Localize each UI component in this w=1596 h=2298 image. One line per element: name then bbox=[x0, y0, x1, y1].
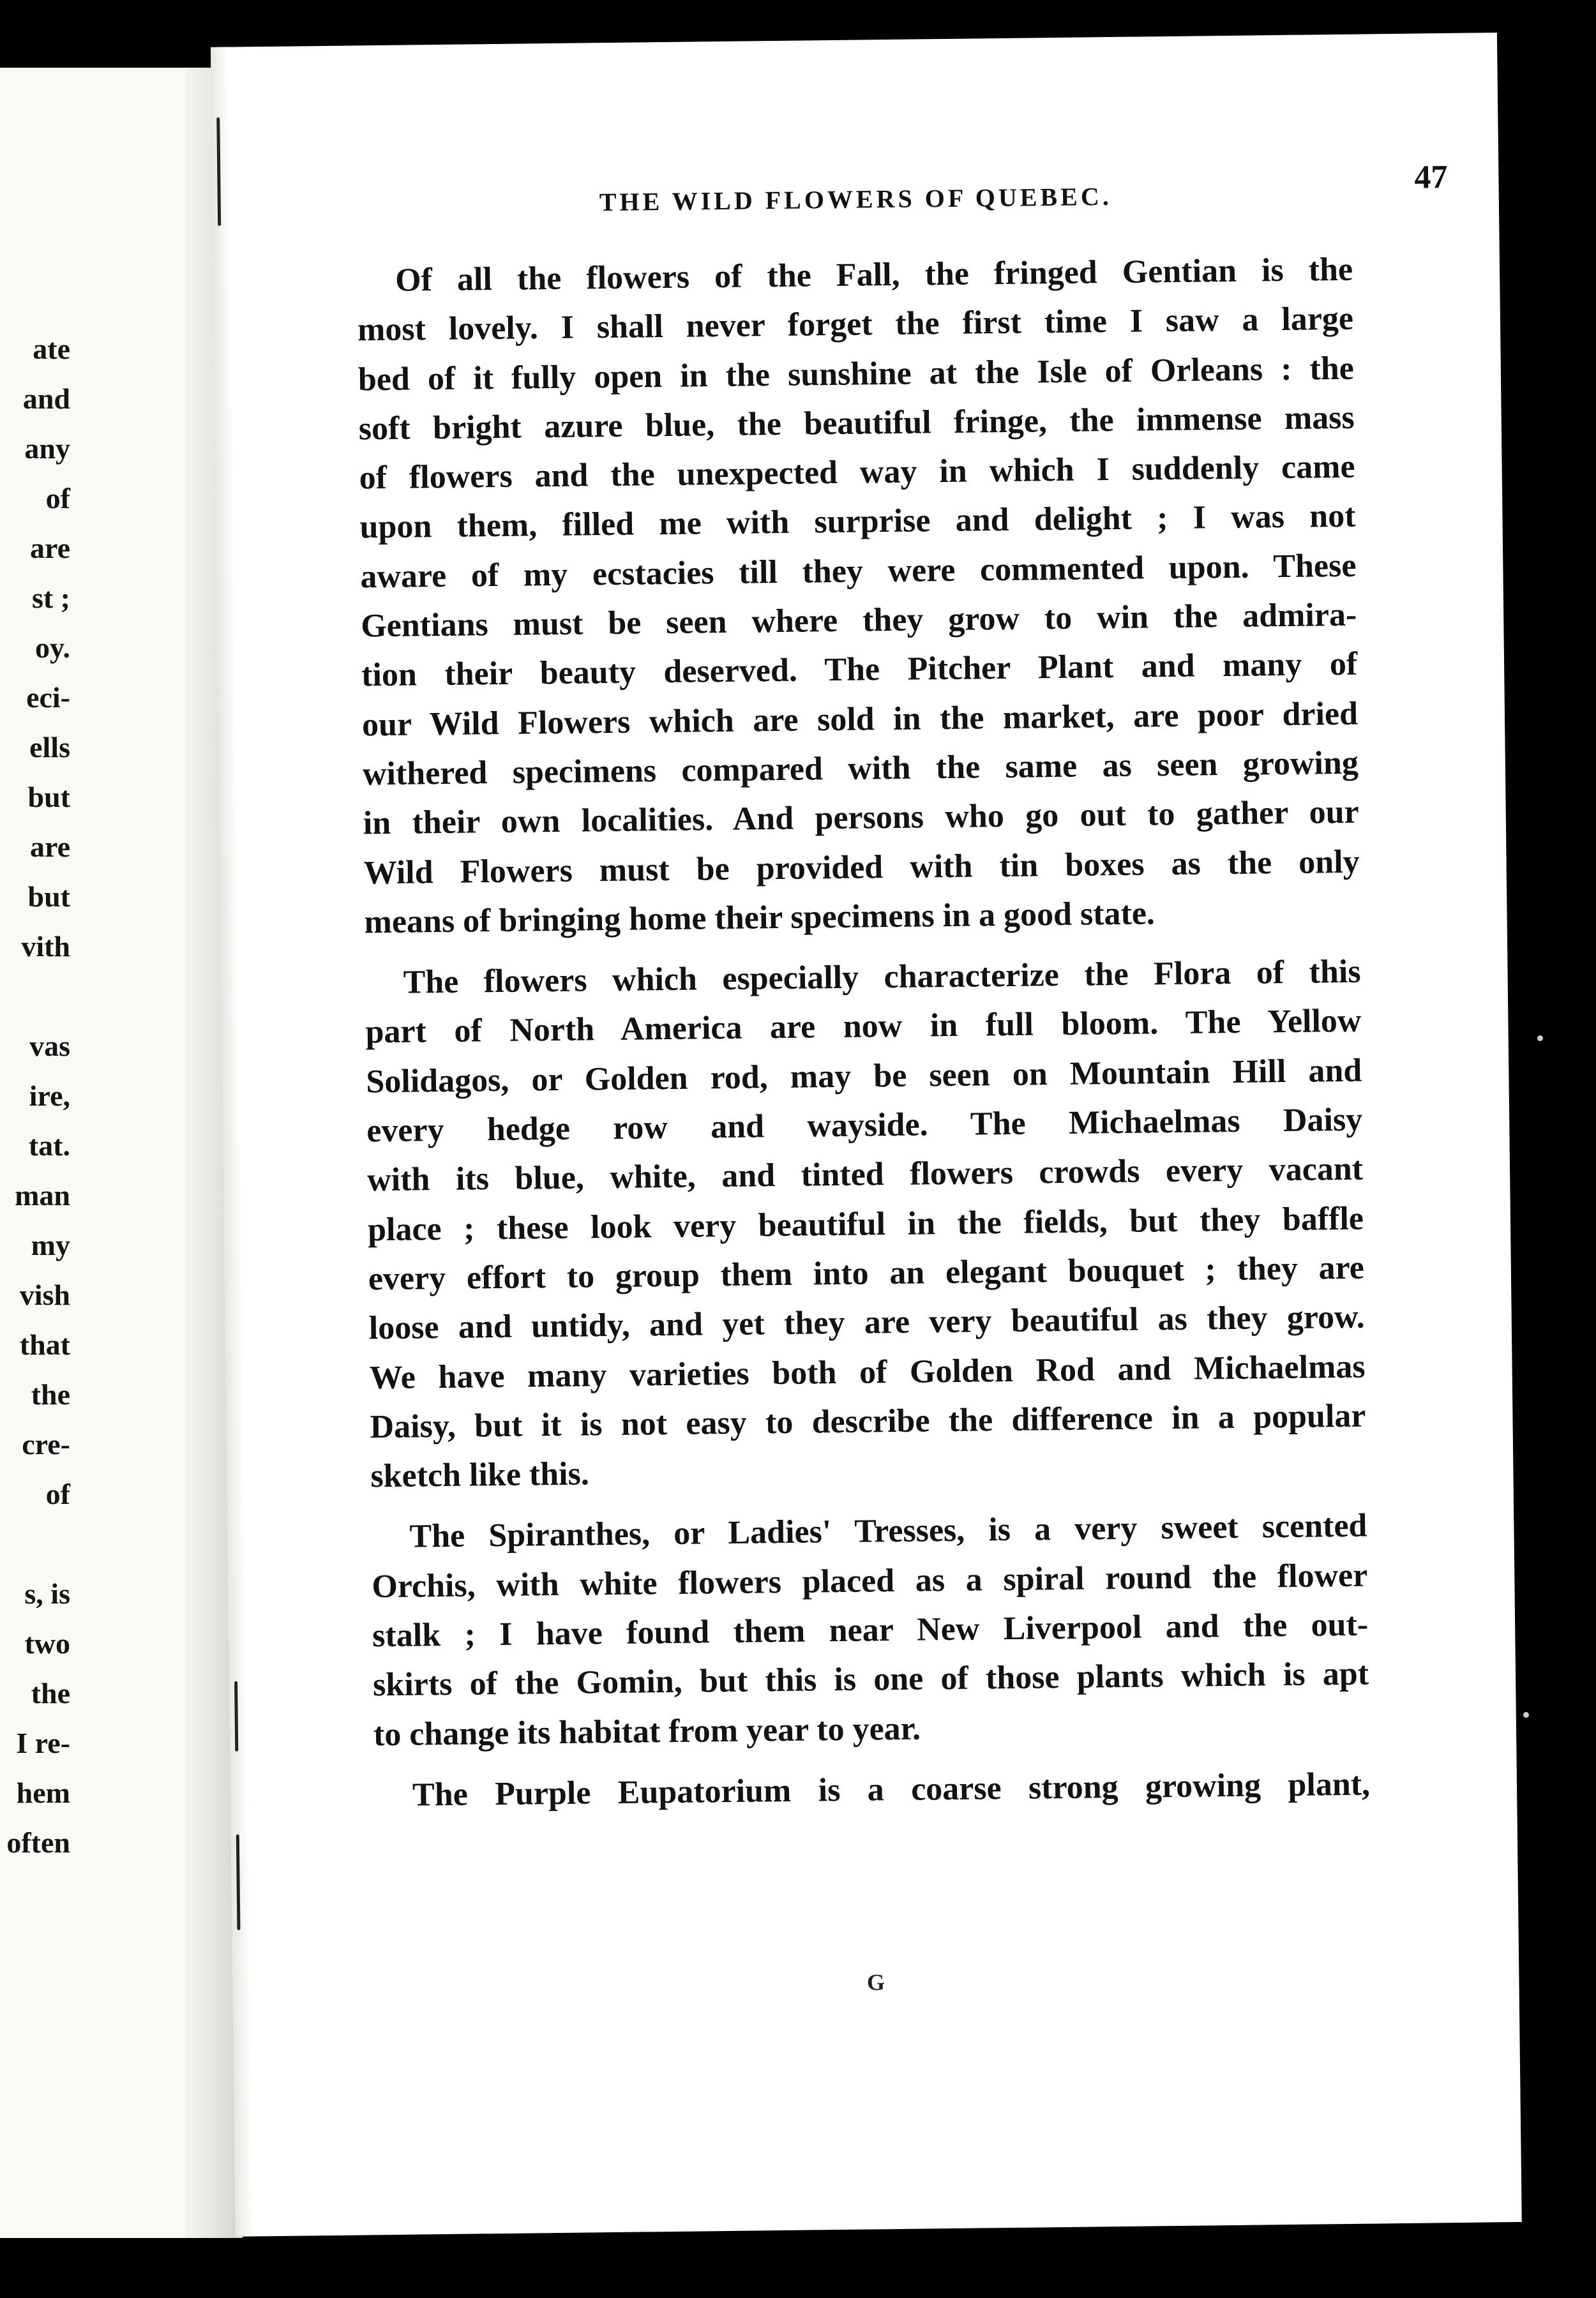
running-head: THE WILD FLOWERS OF QUEBEC. bbox=[599, 182, 1112, 217]
left-fragment: eci- bbox=[26, 681, 70, 714]
paragraph bbox=[357, 245, 1360, 947]
text-line: The Purple Eupatorium is a coarse strong growing plant, bbox=[412, 1766, 1371, 1814]
left-fragment: st ; bbox=[31, 582, 70, 614]
paragraph bbox=[371, 1501, 1369, 1759]
left-fragment: man bbox=[15, 1179, 70, 1212]
paragraph bbox=[365, 947, 1367, 1501]
text-line: in their own localities. And persons who go out to gather our bbox=[363, 793, 1360, 842]
text-line: our Wild Flowers which are sold in the market, are poor dried bbox=[361, 695, 1359, 744]
left-fragment: I re- bbox=[16, 1727, 70, 1759]
left-fragment: the bbox=[31, 1677, 70, 1709]
text-line: skirts of the Gomin, but this is one of those plants which is apt bbox=[372, 1655, 1369, 1704]
text-line: bed of it fully open in the sunshine at the Isle of Orleans : the bbox=[358, 350, 1355, 398]
left-fragment: two bbox=[24, 1627, 70, 1660]
text-line: Orchis, with white flowers placed as a spiral round the flower bbox=[372, 1557, 1368, 1605]
text-line: Of all the flowers of the Fall, the fringed Gentian is the bbox=[395, 251, 1353, 299]
text-line: to change its habitat from year to year. bbox=[373, 1710, 921, 1753]
text-line: aware of my ecstacies till they were commented upon. These bbox=[360, 547, 1357, 596]
text-line: Solidagos, or Golden rod, may be seen on Mountain Hill and bbox=[366, 1052, 1362, 1100]
spine-mark bbox=[234, 1681, 238, 1752]
left-fragment: tat. bbox=[28, 1129, 70, 1162]
text-line: The Spiranthes, or Ladies' Tresses, is a very sweet scented bbox=[409, 1508, 1367, 1556]
text-line: We have many varieties both of Golden Rod and Michaelmas bbox=[369, 1348, 1366, 1396]
text-line: with its blue, white, and tinted flowers crowds every vacant bbox=[366, 1150, 1364, 1199]
left-fragment: of bbox=[45, 482, 70, 514]
left-fragment: ate bbox=[33, 333, 70, 365]
left-fragment: of bbox=[45, 1478, 70, 1510]
body-text bbox=[357, 245, 1371, 1821]
left-fragment: ire, bbox=[29, 1079, 70, 1112]
text-line: most lovely. I shall never forget the first time I saw a large bbox=[357, 301, 1354, 349]
left-fragment: the bbox=[31, 1378, 70, 1411]
scan-speck bbox=[1537, 1035, 1543, 1041]
text-line: stalk ; I have found them near New Liverpool and the out- bbox=[372, 1606, 1369, 1655]
page-number: 47 bbox=[1414, 159, 1448, 196]
left-fragment: are bbox=[29, 830, 70, 863]
text-line: The flowers which especially characterize the Flora of this bbox=[403, 953, 1361, 1001]
signature-mark: G bbox=[866, 1969, 885, 1995]
left-fragment: vas bbox=[29, 1030, 70, 1062]
left-fragment: that bbox=[19, 1328, 70, 1361]
left-fragment: ells bbox=[29, 731, 70, 763]
right-book-page bbox=[211, 33, 1522, 2237]
paragraph bbox=[374, 1759, 1371, 1820]
left-fragment: vith bbox=[21, 930, 70, 963]
text-line: tion their beauty deserved. The Pitcher Plant and many of bbox=[361, 646, 1358, 694]
text-line: Wild Flowers must be provided with tin boxes as the only bbox=[363, 843, 1360, 891]
left-fragment: and bbox=[22, 382, 70, 415]
text-line: every hedge row and wayside. The Michaelmas Daisy bbox=[366, 1101, 1363, 1150]
text-line: place ; these look very beautiful in the fields, but they baffle bbox=[367, 1200, 1364, 1248]
left-fragment: oy. bbox=[35, 631, 70, 664]
left-fragment: often bbox=[6, 1826, 70, 1859]
spine-mark bbox=[236, 1835, 241, 1930]
left-fragment: but bbox=[27, 781, 70, 813]
text-line: soft bright azure blue, the beautiful fringe, the immense mass bbox=[358, 399, 1355, 447]
left-fragment: vish bbox=[19, 1279, 70, 1311]
left-fragment: s, is bbox=[24, 1577, 70, 1610]
text-line: part of North America are now in full bloom. The Yellow bbox=[365, 1003, 1362, 1051]
text-line: sketch like this. bbox=[370, 1455, 590, 1495]
text-line: Gentians must be seen where they grow to win the admira- bbox=[360, 596, 1357, 645]
text-line: every effort to group them into an elegant bouquet ; they are bbox=[368, 1249, 1365, 1298]
left-fragment: hem bbox=[16, 1776, 70, 1809]
scan-speck bbox=[1523, 1712, 1529, 1718]
text-line: Daisy, but it is not easy to describe the difference in a popular bbox=[370, 1397, 1366, 1446]
text-line: loose and untidy, and yet they are very beautiful as they grow. bbox=[368, 1298, 1366, 1347]
left-fragment: cre- bbox=[22, 1428, 70, 1461]
text-line: withered specimens compared with the same as seen growing bbox=[362, 744, 1359, 793]
text-line: of flowers and the unexpected way in which I suddenly came bbox=[359, 448, 1355, 497]
left-fragment: are bbox=[29, 532, 70, 564]
text-line: upon them, filled me with surprise and delight ; I was not bbox=[359, 498, 1356, 546]
left-fragment: my bbox=[31, 1229, 70, 1261]
left-fragment: but bbox=[27, 880, 70, 913]
left-fragment: any bbox=[24, 432, 70, 465]
text-line: means of bringing home their specimens in a good state. bbox=[364, 895, 1156, 941]
